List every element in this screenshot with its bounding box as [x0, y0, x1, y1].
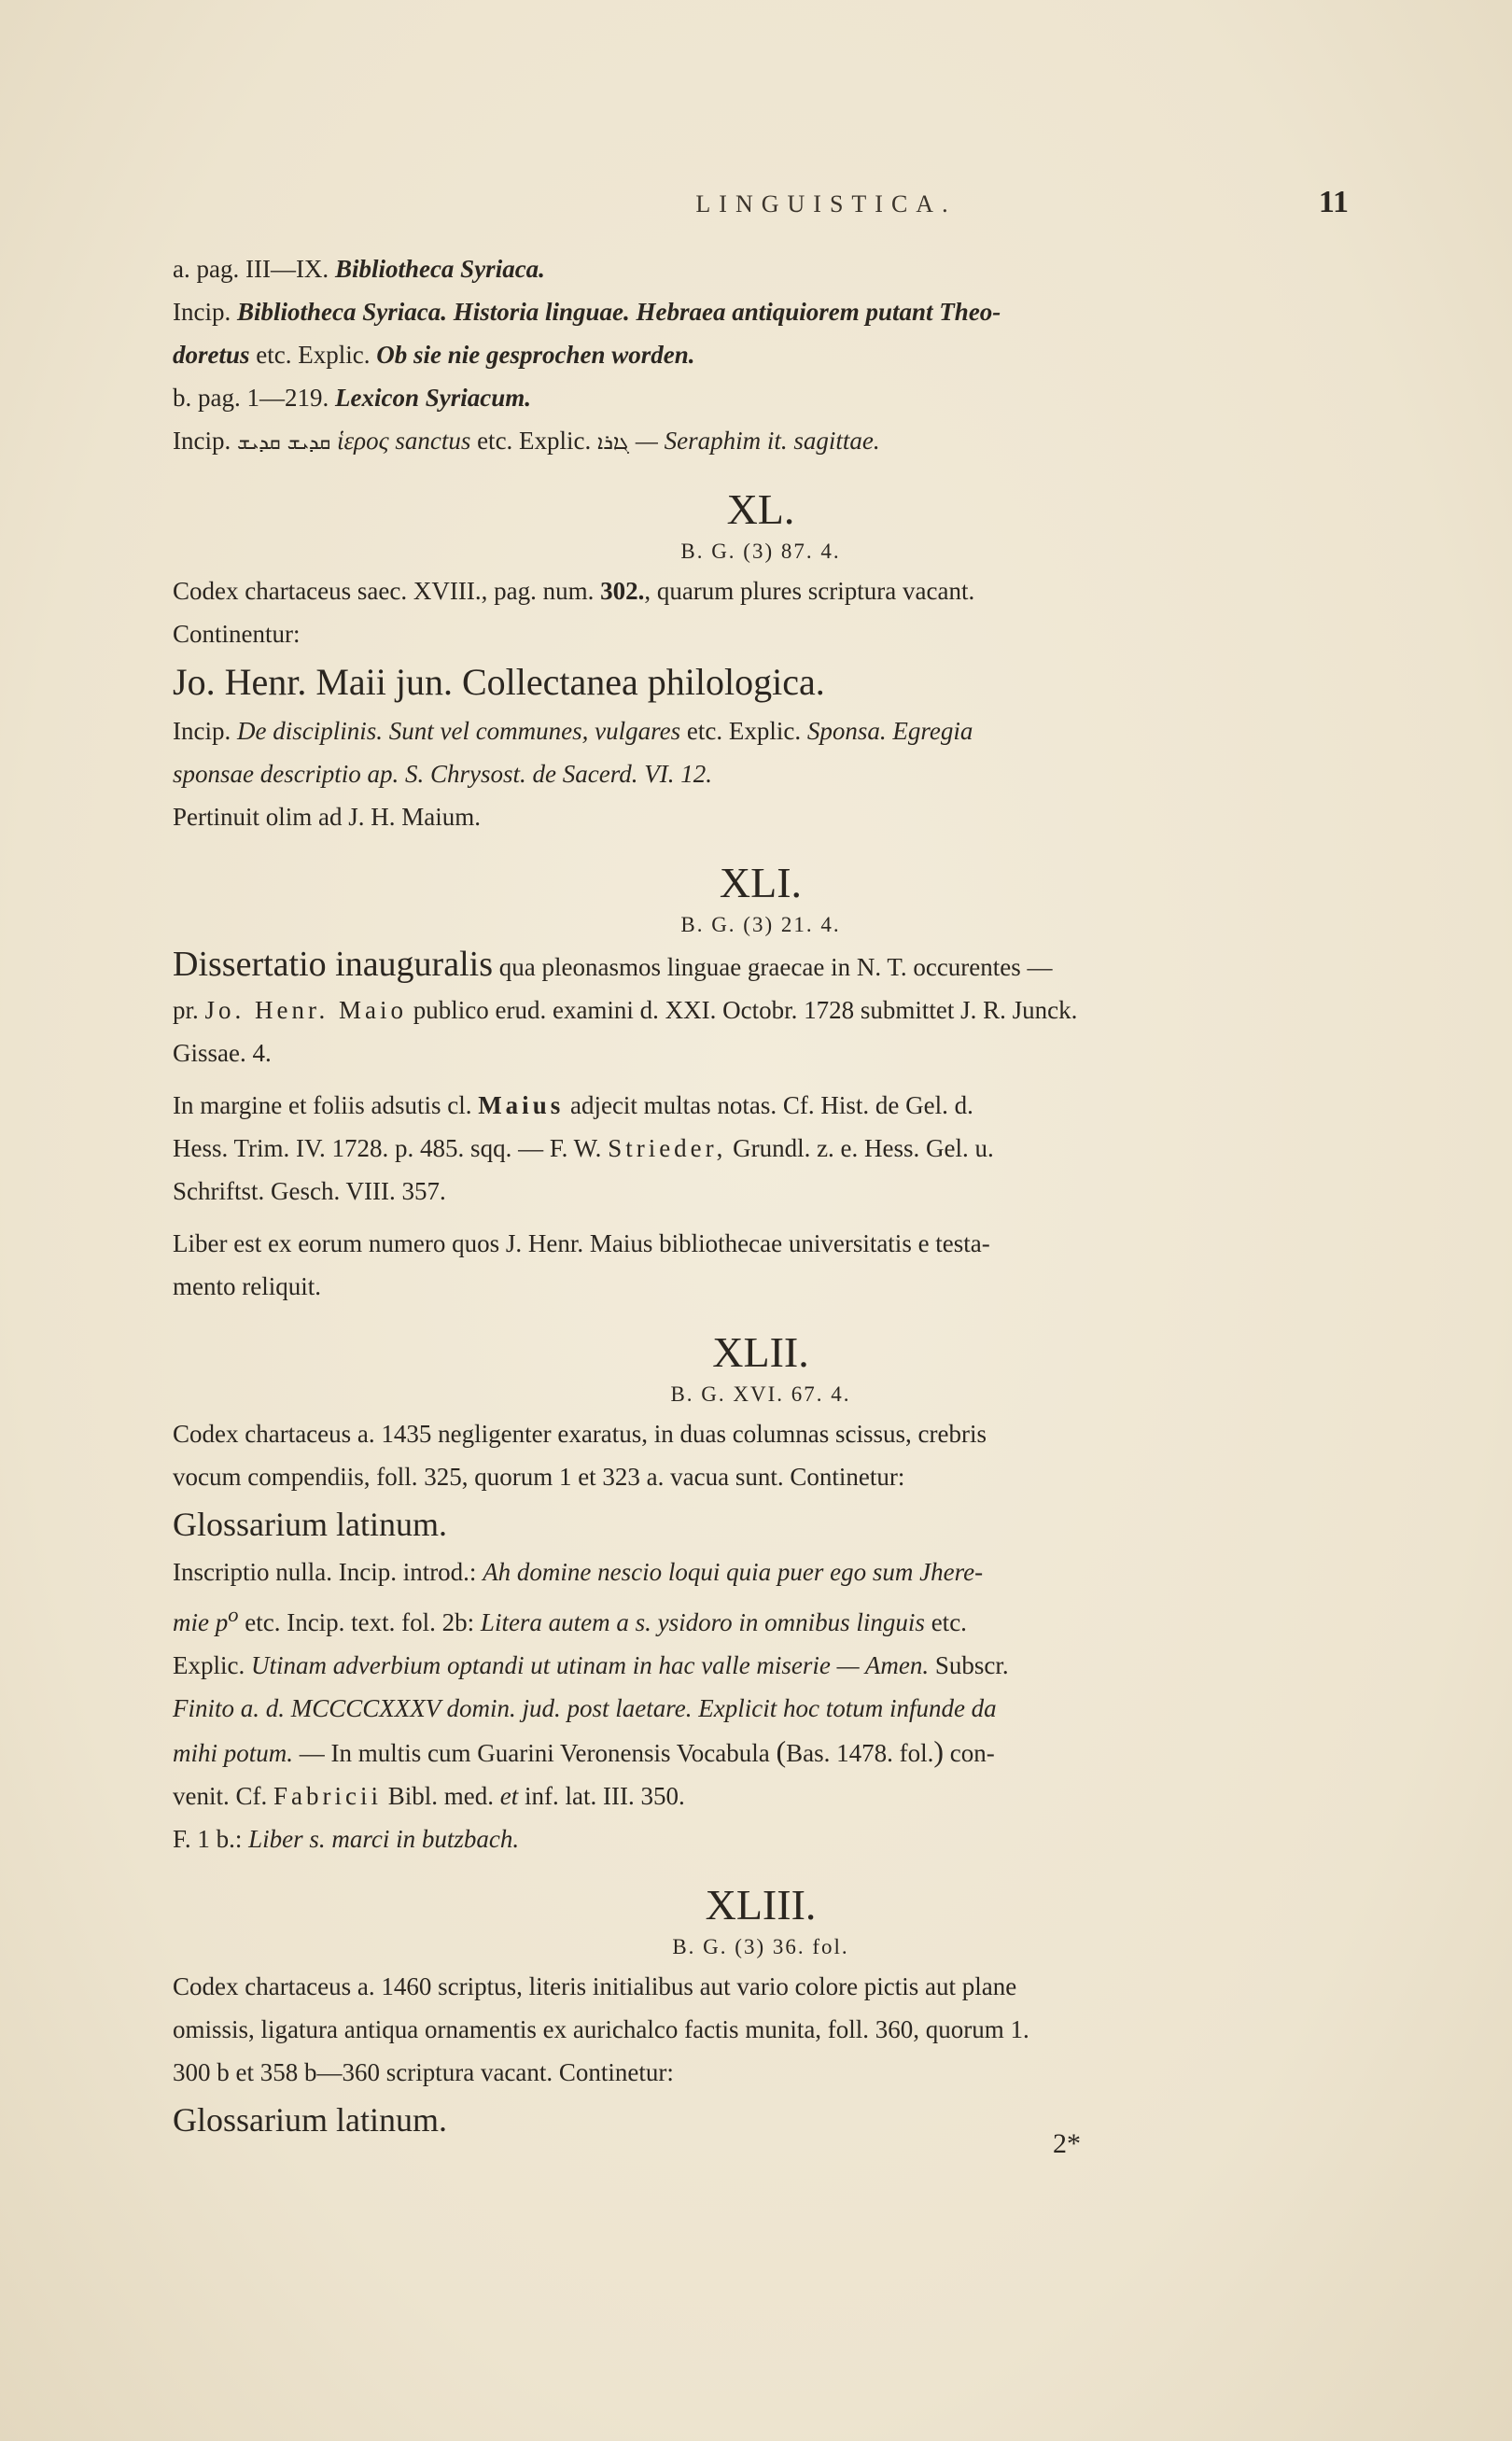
note-text-e: Schriftst. Gesch. VIII. 357.: [173, 1177, 446, 1205]
dissertation-place: Gissae. 4.: [173, 1039, 272, 1067]
subscr-quote-b: mihi potum.: [173, 1739, 294, 1767]
superscript-o: o: [228, 1603, 239, 1626]
note-text-c: Hess. Trim. IV. 1728. p. 485. sqq. — F. W.: [173, 1134, 602, 1162]
explic-text: Sponsa. Egregia: [806, 717, 973, 745]
entry-number-xliii: XLIII.: [705, 1881, 817, 1929]
entry-number-xl: XL.: [726, 485, 795, 533]
entry-xl-incip: [173, 709, 1349, 795]
entry-xxxix-incip2: [173, 419, 1349, 465]
entry-xli-note1: [173, 1084, 1349, 1213]
et-italic: et: [499, 1782, 519, 1810]
entry-xl-title: Jo. Henr. Maii jun. Collectanea philologica.: [173, 661, 825, 703]
desc-text: Codex chartaceus a. 1435 negligenter exaratus, in duas columnas scissus, crebris: [173, 1420, 987, 1448]
dissertation-text-b: publico erud. examini d. XXI. Octobr. 1728 submittet J. R. Junck.: [413, 996, 1078, 1024]
text-quote: Litera autem a s. ysidoro in omnibus linguis: [480, 1608, 925, 1636]
shelfmark-xliii: B. G. (3) 36. fol.: [672, 1935, 849, 1958]
incip-quote-b: mie p: [173, 1608, 229, 1636]
explic-quote: Utinam adverbium optandi ut utinam in hac valle miserie — Amen.: [250, 1651, 930, 1679]
subscr-label: Subscr.: [934, 1651, 1009, 1679]
right-paren: ): [933, 1734, 945, 1768]
author-fabricius: Fabricii: [273, 1782, 382, 1810]
entry-xlii-description: [173, 1412, 1349, 1498]
running-head: LINGUISTICA.: [695, 190, 957, 217]
note-text-d: Grundl. z. e. Hess. Gel. u.: [733, 1134, 994, 1162]
entry-xxxix-incip1: [173, 290, 1349, 376]
bibl-ref-b: inf. lat. III. 350.: [524, 1782, 685, 1810]
incip2-mid: etc. Explic.: [477, 427, 592, 455]
continentur: Continentur:: [173, 620, 301, 648]
entry-xli-note2: [173, 1222, 1349, 1308]
hyphen-text: con-: [949, 1739, 995, 1767]
page-header: [173, 185, 1349, 231]
incip-quote: Ah domine nescio loqui quia puer ego sum Jhere-: [483, 1558, 984, 1586]
left-paren: (: [776, 1734, 787, 1768]
folio-ref: F. 1 b.:: [173, 1825, 243, 1853]
incip-text: De disciplinis. Sunt vel communes, vulgares: [236, 717, 681, 745]
a-ref: a. pag. III—IX.: [173, 255, 329, 283]
entry-xliii-title: Glossarium latinum.: [173, 2101, 447, 2139]
edition-ref: Bas. 1478. fol.: [786, 1739, 934, 1767]
incip1-label: Incip.: [173, 298, 231, 326]
author-name-2: Strieder,: [608, 1134, 727, 1162]
entry-xliii-description: [173, 1965, 1349, 2094]
note2-text: Liber est ex eorum numero quos J. Henr. Maius bibliothecae universitatis e testa-: [173, 1229, 990, 1257]
incip1-d: Ob sie nie gesprochen worden.: [376, 341, 695, 369]
greek-gloss: ἱερος sanctus: [337, 427, 471, 455]
entry-xl-note: Pertinuit olim ad J. H. Maium.: [173, 803, 481, 831]
ownership-note: Liber s. marci in butzbach.: [248, 1825, 520, 1853]
incip-text-label: etc. Incip. text. fol. 2b:: [245, 1608, 475, 1636]
pr: pr.: [173, 996, 199, 1024]
author-name: Maius: [478, 1091, 565, 1119]
desc-text-b: omissis, ligatura antiqua ornamentis ex aurichalco factis munita, foll. 360, quorum 1.: [173, 2015, 1029, 2043]
page-body: [173, 247, 1349, 2146]
note-text-b: adjecit multas notas. Cf. Hist. de Gel. d.: [569, 1091, 973, 1119]
entry-xlii-folio-note: [173, 1817, 1349, 1860]
desc-text: Codex chartaceus saec. XVIII., pag. num.: [173, 577, 595, 605]
desc-text-c: 300 b et 358 b—360 scriptura vacant. Continetur:: [173, 2058, 674, 2086]
incip1-a: Bibliotheca Syriaca. Historia linguae. Hebraea antiquiorem putant Theo-: [236, 298, 1001, 326]
syriac-word-1: ܩܕܝܫ ܩܕܝܫ: [236, 431, 331, 455]
praeses-name: Jo. Henr. Maio: [204, 996, 407, 1024]
entry-number-xlii: XLII.: [712, 1328, 809, 1376]
a-title: Bibliotheca Syriaca.: [334, 255, 545, 283]
explic-text-b: sponsae descriptio ap. S. Chrysost. de Sacerd. VI. 12.: [173, 760, 712, 788]
shelfmark-xl: B. G. (3) 87. 4.: [680, 540, 841, 563]
b-title: Lexicon Syriacum.: [334, 384, 531, 412]
inscriptio: Inscriptio nulla. Incip. introd.:: [173, 1558, 477, 1586]
entry-xlii-text: [173, 1550, 1349, 1817]
shelfmark-xli: B. G. (3) 21. 4.: [680, 913, 841, 936]
entry-xlii-title: Glossarium latinum.: [173, 1506, 447, 1543]
page-count: 302.: [600, 577, 645, 605]
b-ref: b. pag. 1—219.: [173, 384, 329, 412]
incip2-end: — Seraphim it. sagittae.: [635, 427, 880, 455]
entry-xli-dissertation: [173, 943, 1349, 1074]
note2-text-b: mento reliquit.: [173, 1272, 321, 1300]
incip-etc: etc. Explic.: [686, 717, 802, 745]
incip1-b: doretus: [173, 341, 250, 369]
shelfmark-xlii: B. G. XVI. 67. 4.: [670, 1382, 851, 1406]
bibl-ref: Bibl. med.: [387, 1782, 494, 1810]
signature-mark: 2*: [1053, 2128, 1081, 2159]
entry-xxxix-b-line: [173, 376, 1349, 419]
cf-text: venit. Cf.: [173, 1782, 268, 1810]
desc-text: Codex chartaceus a. 1460 scriptus, literis initialibus aut vario colore pictis aut plane: [173, 1972, 1017, 2000]
incip2-label: Incip.: [173, 427, 231, 455]
entry-number-xli: XLI.: [719, 859, 803, 906]
entry-xxxix-a-line: [173, 247, 1349, 290]
explic-label: Explic.: [173, 1651, 245, 1679]
incip1-c: etc. Explic.: [256, 341, 371, 369]
entry-xl-description: [173, 569, 1349, 655]
page-number: 11: [1318, 185, 1349, 219]
note-text: In margine et foliis adsutis cl.: [173, 1091, 472, 1119]
comparison-text: — In multis cum Guarini Veronensis Vocabula: [299, 1739, 770, 1767]
dissertation-title: Dissertatio inauguralis: [173, 945, 493, 984]
etc: etc.: [931, 1608, 967, 1636]
incip-label: Incip.: [173, 717, 231, 745]
desc-text-b: vocum compendiis, foll. 325, quorum 1 et 323 a. vacua sunt. Continetur:: [173, 1463, 905, 1491]
desc-text-b: , quarum plures scriptura vacant.: [644, 577, 975, 605]
subscr-quote: Finito a. d. MCCCCXXXV domin. jud. post laetare. Explicit hoc totum infunde da: [173, 1694, 997, 1722]
dissertation-text: qua pleonasmos linguae graecae in N. T. occurentes —: [498, 953, 1053, 981]
syriac-word-2: ܓܐܪܐ: [597, 431, 630, 455]
